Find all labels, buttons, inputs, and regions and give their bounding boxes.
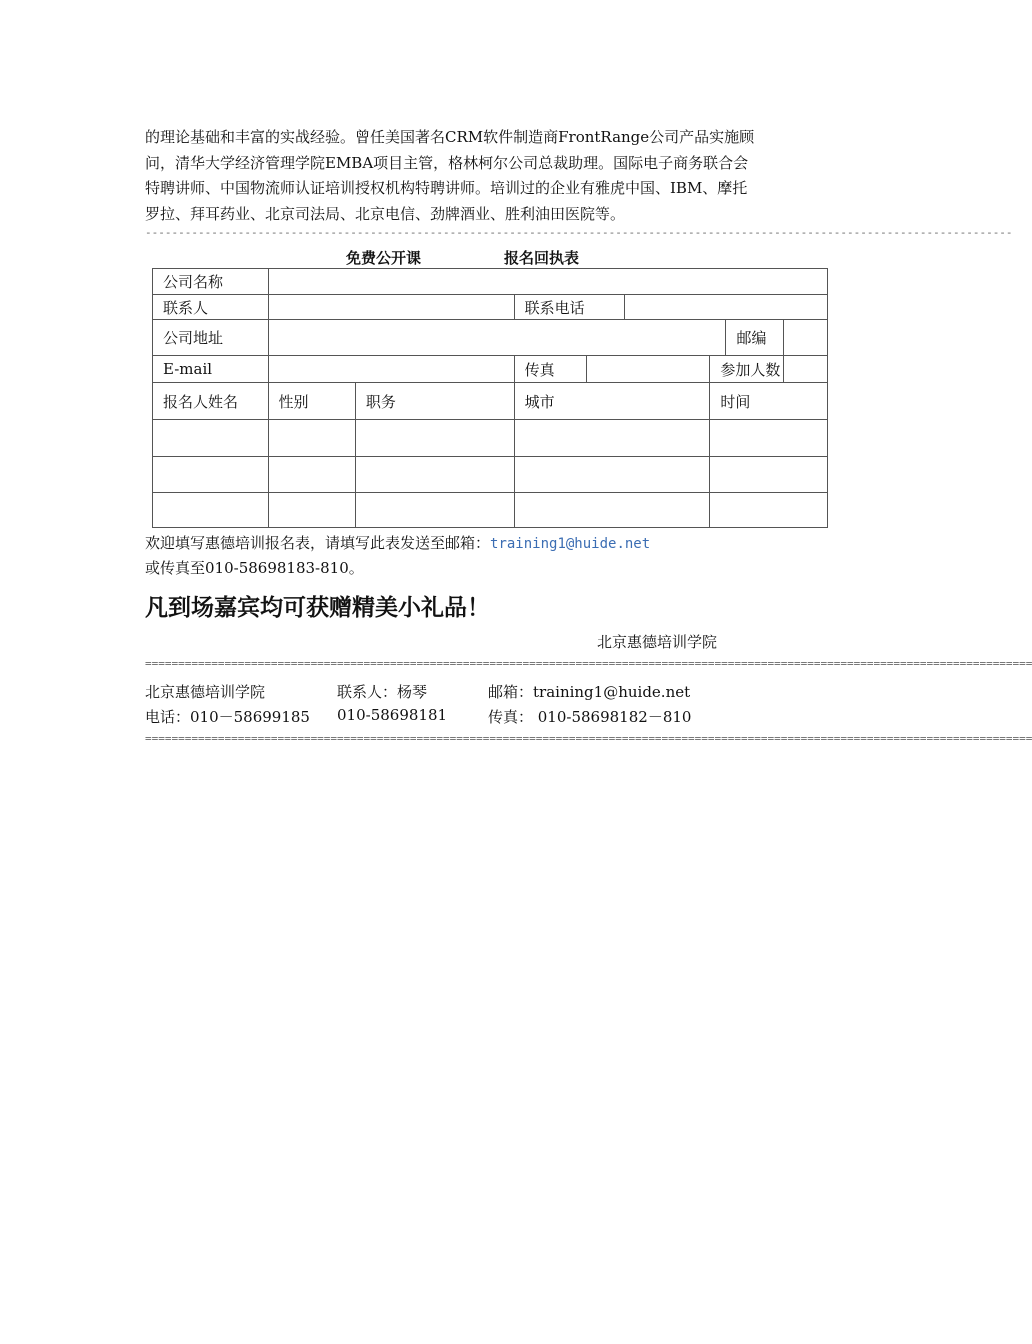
gift-promo-heading: 凡到场嘉宾均可获赠精美小礼品！ bbox=[145, 595, 490, 621]
submission-note-text: 欢迎填写惠德培训报名表，请填写此表发送至邮箱： bbox=[145, 534, 491, 552]
registrant-position-cell[interactable] bbox=[355, 493, 514, 528]
company-address-field[interactable] bbox=[268, 320, 726, 356]
column-header-name: 报名人姓名 bbox=[153, 383, 269, 420]
intro-line: 问，清华大学经济管理学院EMBA项目主管，格林柯尔公司总裁助理。国际电子商务联合会 bbox=[145, 153, 749, 172]
postcode-label: 邮编 bbox=[726, 320, 783, 356]
registrant-city-cell[interactable] bbox=[514, 420, 710, 457]
table-row bbox=[153, 493, 828, 528]
column-header-position: 职务 bbox=[355, 383, 514, 420]
column-header-city: 城市 bbox=[514, 383, 710, 420]
attendees-field[interactable] bbox=[783, 356, 827, 383]
contact-person-field[interactable] bbox=[268, 295, 514, 320]
form-title-left: 免费公开课 bbox=[346, 249, 422, 267]
table-row bbox=[153, 420, 828, 457]
fax-note: 或传真至010-58698183-810。 bbox=[145, 559, 364, 577]
registrant-time-cell[interactable] bbox=[710, 493, 828, 528]
registrant-city-cell[interactable] bbox=[514, 457, 710, 493]
intro-paragraph bbox=[145, 125, 810, 227]
postcode-field[interactable] bbox=[783, 320, 827, 356]
company-name-field[interactable] bbox=[268, 269, 828, 295]
registrant-position-cell[interactable] bbox=[355, 457, 514, 493]
table-row bbox=[153, 457, 828, 493]
registrant-position-cell[interactable] bbox=[355, 420, 514, 457]
contact-person-label: 联系人 bbox=[153, 295, 269, 320]
contact-person: 联系人：杨琴 bbox=[337, 683, 428, 701]
registrant-gender-cell[interactable] bbox=[268, 420, 355, 457]
registrant-name-cell[interactable] bbox=[153, 457, 269, 493]
double-divider-top: ====================================================================================================================================== bbox=[145, 657, 1032, 670]
intro-line: 的理论基础和丰富的实战经验。曾任美国著名CRM软件制造商FrontRange公司产品实施顾 bbox=[145, 128, 755, 146]
contact-org: 北京惠德培训学院 bbox=[145, 683, 266, 701]
email-field[interactable] bbox=[268, 356, 514, 383]
intro-line: 罗拉、拜耳药业、北京司法局、北京电信、劲牌酒业、胜利油田医院等。 bbox=[145, 204, 626, 223]
registrant-name-cell[interactable] bbox=[153, 493, 269, 528]
contact-phone: 电话：010－58699185 bbox=[145, 708, 310, 726]
registrant-gender-cell[interactable] bbox=[268, 493, 355, 528]
contact-phone-2: 010-58698181 bbox=[337, 706, 448, 724]
registrant-gender-cell[interactable] bbox=[268, 457, 355, 493]
column-header-gender: 性别 bbox=[268, 383, 355, 420]
registrant-time-cell[interactable] bbox=[710, 457, 828, 493]
submission-email-link[interactable]: training1@huide.net bbox=[490, 536, 651, 552]
attendees-label: 参加人数 bbox=[710, 356, 783, 383]
registrant-time-cell[interactable] bbox=[710, 420, 828, 457]
email-label: E-mail bbox=[153, 356, 269, 383]
fax-field[interactable] bbox=[586, 356, 710, 383]
contact-phone-field[interactable] bbox=[625, 295, 828, 320]
contact-fax: 传真： 010-58698182－810 bbox=[488, 708, 692, 726]
registration-form-table bbox=[152, 268, 828, 528]
company-name-label: 公司名称 bbox=[153, 269, 269, 295]
fax-label: 传真 bbox=[514, 356, 586, 383]
contact-email[interactable]: 邮箱：training1@huide.net bbox=[488, 683, 691, 701]
signature: 北京惠德培训学院 bbox=[597, 633, 718, 651]
submission-note bbox=[145, 532, 650, 553]
column-header-time: 时间 bbox=[710, 383, 828, 420]
registrant-city-cell[interactable] bbox=[514, 493, 710, 528]
form-title-right: 报名回执表 bbox=[504, 249, 580, 267]
double-divider-bottom: ====================================================================================================================================== bbox=[145, 732, 1032, 745]
intro-line: 特聘讲师、中国物流师认证培训授权机构特聘讲师。培训过的企业有雅虎中国、IBM、摩托 bbox=[145, 179, 748, 197]
registrant-name-cell[interactable] bbox=[153, 420, 269, 457]
dashed-divider: ----------------------------------------------------------------------------------------------------------------------------------- bbox=[145, 226, 1013, 239]
company-address-label: 公司地址 bbox=[153, 320, 269, 356]
contact-phone-label: 联系电话 bbox=[514, 295, 624, 320]
